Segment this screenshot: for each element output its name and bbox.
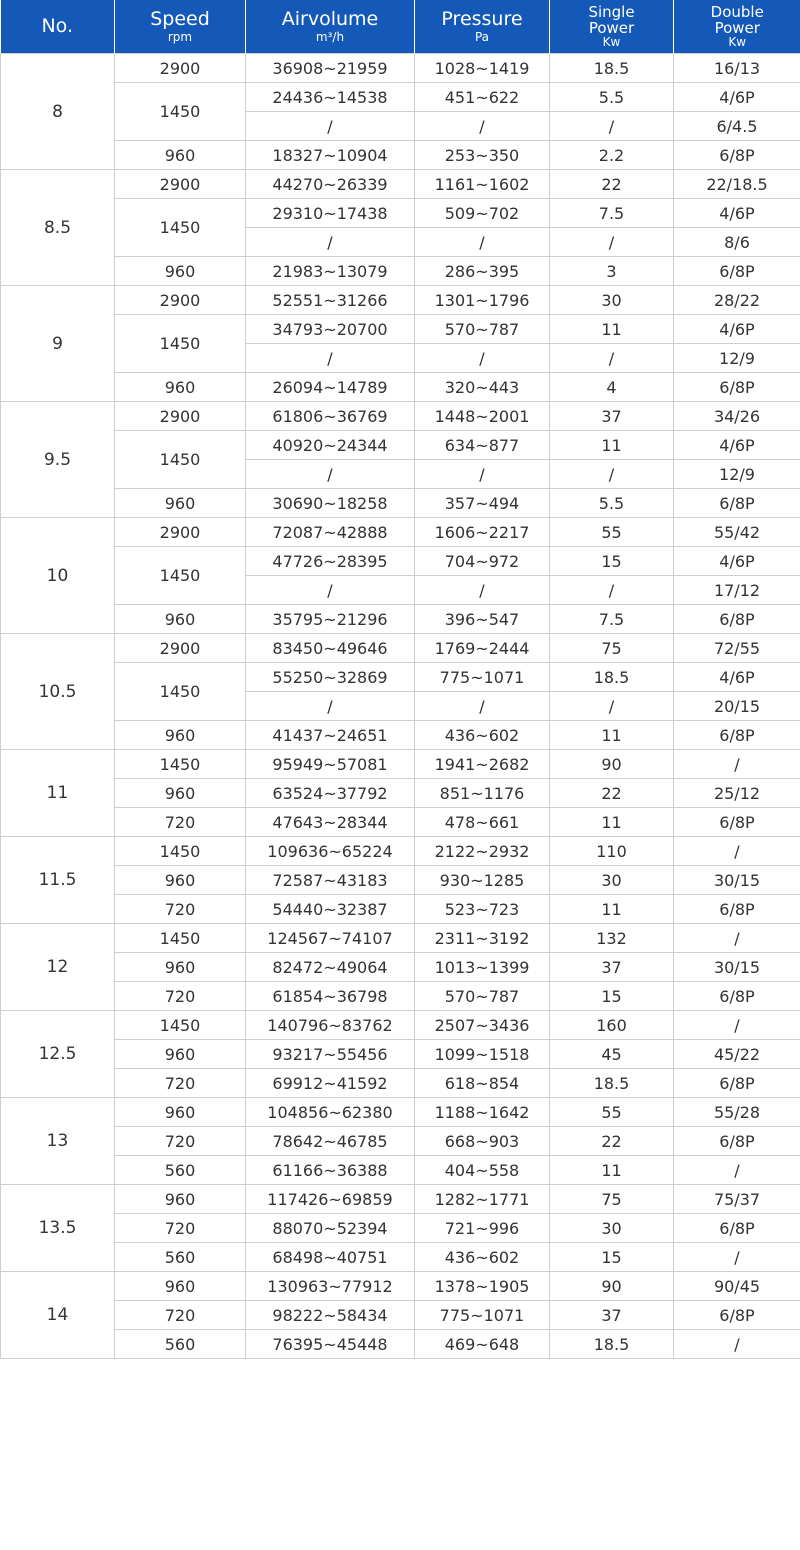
double-power-cell: 4/6P bbox=[674, 663, 800, 692]
double-power-cell: 17/12 bbox=[674, 576, 800, 605]
header-single-power: Single Power Kw bbox=[550, 0, 674, 54]
airvolume-cell: 18327~10904 bbox=[246, 141, 415, 170]
pressure-cell: / bbox=[415, 460, 550, 489]
pressure-cell: 1028~1419 bbox=[415, 54, 550, 83]
table-body bbox=[1, 54, 800, 1359]
double-power-cell: 4/6P bbox=[674, 547, 800, 576]
table-row bbox=[1, 1185, 800, 1214]
double-power-cell: 6/8P bbox=[674, 373, 800, 402]
table-row bbox=[1, 634, 800, 663]
airvolume-cell: 35795~21296 bbox=[246, 605, 415, 634]
speed-cell: 720 bbox=[115, 1127, 246, 1156]
speed-cell: 720 bbox=[115, 895, 246, 924]
pressure-cell: 570~787 bbox=[415, 982, 550, 1011]
table-row bbox=[1, 982, 800, 1011]
double-power-cell: 12/9 bbox=[674, 344, 800, 373]
speed-cell: 960 bbox=[115, 141, 246, 170]
airvolume-cell: 24436~14538 bbox=[246, 83, 415, 112]
single-power-cell: 3 bbox=[550, 257, 674, 286]
table-row bbox=[1, 373, 800, 402]
model-number: 11 bbox=[1, 750, 115, 837]
double-power-cell: / bbox=[674, 1011, 800, 1040]
table-row bbox=[1, 1156, 800, 1185]
single-power-cell: 18.5 bbox=[550, 1330, 674, 1359]
airvolume-cell: 93217~55456 bbox=[246, 1040, 415, 1069]
model-number: 8.5 bbox=[1, 170, 115, 286]
single-power-cell: 15 bbox=[550, 982, 674, 1011]
header-airvolume: Airvolume m³/h bbox=[246, 0, 415, 54]
pressure-cell: 1301~1796 bbox=[415, 286, 550, 315]
single-power-cell: 4 bbox=[550, 373, 674, 402]
single-power-cell: 5.5 bbox=[550, 83, 674, 112]
model-number: 13 bbox=[1, 1098, 115, 1185]
single-power-cell: / bbox=[550, 692, 674, 721]
pressure-cell: 1282~1771 bbox=[415, 1185, 550, 1214]
table-row bbox=[1, 1330, 800, 1359]
speed-cell: 720 bbox=[115, 1214, 246, 1243]
airvolume-cell: 26094~14789 bbox=[246, 373, 415, 402]
single-power-cell: 75 bbox=[550, 634, 674, 663]
single-power-cell: 18.5 bbox=[550, 663, 674, 692]
single-power-cell: 11 bbox=[550, 721, 674, 750]
speed-cell: 1450 bbox=[115, 924, 246, 953]
table-row bbox=[1, 808, 800, 837]
model-number: 8 bbox=[1, 54, 115, 170]
table-row bbox=[1, 1040, 800, 1069]
pressure-cell: / bbox=[415, 576, 550, 605]
speed-cell: 2900 bbox=[115, 634, 246, 663]
pressure-cell: 1769~2444 bbox=[415, 634, 550, 663]
speed-cell: 2900 bbox=[115, 54, 246, 83]
pressure-cell: 704~972 bbox=[415, 547, 550, 576]
speed-cell: 960 bbox=[115, 779, 246, 808]
double-power-cell: 4/6P bbox=[674, 315, 800, 344]
pressure-cell: 509~702 bbox=[415, 199, 550, 228]
double-power-cell: 55/28 bbox=[674, 1098, 800, 1127]
airvolume-cell: 72087~42888 bbox=[246, 518, 415, 547]
airvolume-cell: / bbox=[246, 344, 415, 373]
double-power-cell: 55/42 bbox=[674, 518, 800, 547]
airvolume-cell: 104856~62380 bbox=[246, 1098, 415, 1127]
pressure-cell: 436~602 bbox=[415, 1243, 550, 1272]
speed-cell: 960 bbox=[115, 489, 246, 518]
single-power-cell: / bbox=[550, 112, 674, 141]
pressure-cell: 1378~1905 bbox=[415, 1272, 550, 1301]
single-power-cell: 22 bbox=[550, 170, 674, 199]
table-row bbox=[1, 953, 800, 982]
speed-cell: 960 bbox=[115, 721, 246, 750]
single-power-cell: 15 bbox=[550, 1243, 674, 1272]
double-power-cell: 12/9 bbox=[674, 460, 800, 489]
single-power-cell: 2.2 bbox=[550, 141, 674, 170]
table-row bbox=[1, 402, 800, 431]
double-power-cell: / bbox=[674, 1330, 800, 1359]
single-power-cell: 37 bbox=[550, 402, 674, 431]
single-power-cell: 30 bbox=[550, 866, 674, 895]
single-power-cell: 45 bbox=[550, 1040, 674, 1069]
single-power-cell: 22 bbox=[550, 1127, 674, 1156]
airvolume-cell: 40920~24344 bbox=[246, 431, 415, 460]
speed-cell: 960 bbox=[115, 953, 246, 982]
airvolume-cell: 88070~52394 bbox=[246, 1214, 415, 1243]
airvolume-cell: 36908~21959 bbox=[246, 54, 415, 83]
speed-cell: 960 bbox=[115, 1272, 246, 1301]
double-power-cell: / bbox=[674, 750, 800, 779]
airvolume-cell: 30690~18258 bbox=[246, 489, 415, 518]
airvolume-cell: 61854~36798 bbox=[246, 982, 415, 1011]
model-number: 10.5 bbox=[1, 634, 115, 750]
pressure-cell: 1161~1602 bbox=[415, 170, 550, 199]
airvolume-cell: / bbox=[246, 460, 415, 489]
double-power-cell: 20/15 bbox=[674, 692, 800, 721]
pressure-cell: 1188~1642 bbox=[415, 1098, 550, 1127]
speed-cell: 960 bbox=[115, 1185, 246, 1214]
pressure-cell: 930~1285 bbox=[415, 866, 550, 895]
pressure-cell: / bbox=[415, 692, 550, 721]
airvolume-cell: 41437~24651 bbox=[246, 721, 415, 750]
double-power-cell: 6/8P bbox=[674, 605, 800, 634]
double-power-cell: / bbox=[674, 924, 800, 953]
airvolume-cell: 95949~57081 bbox=[246, 750, 415, 779]
double-power-cell: 6/8P bbox=[674, 1301, 800, 1330]
header-speed: Speed rpm bbox=[115, 0, 246, 54]
table-row bbox=[1, 315, 800, 344]
pressure-cell: 478~661 bbox=[415, 808, 550, 837]
single-power-cell: 18.5 bbox=[550, 54, 674, 83]
speed-cell: 960 bbox=[115, 257, 246, 286]
single-power-cell: 55 bbox=[550, 1098, 674, 1127]
single-power-cell: 30 bbox=[550, 1214, 674, 1243]
table-row bbox=[1, 1011, 800, 1040]
table-row bbox=[1, 257, 800, 286]
double-power-cell: 22/18.5 bbox=[674, 170, 800, 199]
airvolume-cell: 98222~58434 bbox=[246, 1301, 415, 1330]
pressure-cell: 775~1071 bbox=[415, 663, 550, 692]
table-row bbox=[1, 547, 800, 576]
table-row bbox=[1, 518, 800, 547]
speed-cell: 960 bbox=[115, 1098, 246, 1127]
double-power-cell: 4/6P bbox=[674, 83, 800, 112]
speed-cell: 1450 bbox=[115, 750, 246, 779]
table-row bbox=[1, 779, 800, 808]
single-power-cell: 90 bbox=[550, 1272, 674, 1301]
airvolume-cell: 117426~69859 bbox=[246, 1185, 415, 1214]
airvolume-cell: 124567~74107 bbox=[246, 924, 415, 953]
single-power-cell: 132 bbox=[550, 924, 674, 953]
airvolume-cell: 63524~37792 bbox=[246, 779, 415, 808]
single-power-cell: 37 bbox=[550, 1301, 674, 1330]
double-power-cell: 30/15 bbox=[674, 953, 800, 982]
pressure-cell: 253~350 bbox=[415, 141, 550, 170]
speed-cell: 960 bbox=[115, 373, 246, 402]
single-power-cell: 37 bbox=[550, 953, 674, 982]
single-power-cell: 11 bbox=[550, 895, 674, 924]
pressure-cell: 451~622 bbox=[415, 83, 550, 112]
table-row bbox=[1, 721, 800, 750]
speed-cell: 560 bbox=[115, 1156, 246, 1185]
airvolume-cell: 61806~36769 bbox=[246, 402, 415, 431]
pressure-cell: 634~877 bbox=[415, 431, 550, 460]
header-no: No. bbox=[1, 0, 115, 54]
airvolume-cell: 130963~77912 bbox=[246, 1272, 415, 1301]
pressure-cell: 1013~1399 bbox=[415, 953, 550, 982]
single-power-cell: 22 bbox=[550, 779, 674, 808]
speed-cell: 1450 bbox=[115, 1011, 246, 1040]
speed-cell: 720 bbox=[115, 1301, 246, 1330]
single-power-cell: 75 bbox=[550, 1185, 674, 1214]
speed-cell: 560 bbox=[115, 1243, 246, 1272]
model-number: 11.5 bbox=[1, 837, 115, 924]
single-power-cell: 15 bbox=[550, 547, 674, 576]
speed-cell: 1450 bbox=[115, 315, 246, 373]
table-row bbox=[1, 866, 800, 895]
header-row bbox=[1, 0, 800, 54]
pressure-cell: 320~443 bbox=[415, 373, 550, 402]
pressure-cell: 2507~3436 bbox=[415, 1011, 550, 1040]
double-power-cell: 4/6P bbox=[674, 199, 800, 228]
speed-cell: 960 bbox=[115, 605, 246, 634]
double-power-cell: 25/12 bbox=[674, 779, 800, 808]
single-power-cell: 55 bbox=[550, 518, 674, 547]
table-row bbox=[1, 605, 800, 634]
pressure-cell: / bbox=[415, 344, 550, 373]
speed-cell: 1450 bbox=[115, 199, 246, 257]
double-power-cell: 45/22 bbox=[674, 1040, 800, 1069]
pressure-cell: 404~558 bbox=[415, 1156, 550, 1185]
double-power-cell: 6/8P bbox=[674, 895, 800, 924]
speed-cell: 720 bbox=[115, 982, 246, 1011]
double-power-cell: 8/6 bbox=[674, 228, 800, 257]
single-power-cell: 7.5 bbox=[550, 605, 674, 634]
model-number: 10 bbox=[1, 518, 115, 634]
single-power-cell: 11 bbox=[550, 431, 674, 460]
double-power-cell: 90/45 bbox=[674, 1272, 800, 1301]
airvolume-cell: 21983~13079 bbox=[246, 257, 415, 286]
double-power-cell: / bbox=[674, 1156, 800, 1185]
table-row bbox=[1, 1069, 800, 1098]
single-power-cell: 7.5 bbox=[550, 199, 674, 228]
single-power-cell: 11 bbox=[550, 808, 674, 837]
table-row bbox=[1, 1301, 800, 1330]
table-row bbox=[1, 141, 800, 170]
double-power-cell: 6/8P bbox=[674, 1127, 800, 1156]
pressure-cell: 668~903 bbox=[415, 1127, 550, 1156]
model-number: 12.5 bbox=[1, 1011, 115, 1098]
table-row bbox=[1, 1098, 800, 1127]
table-row bbox=[1, 170, 800, 199]
speed-cell: 2900 bbox=[115, 170, 246, 199]
double-power-cell: / bbox=[674, 837, 800, 866]
pressure-cell: 1941~2682 bbox=[415, 750, 550, 779]
airvolume-cell: / bbox=[246, 112, 415, 141]
single-power-cell: / bbox=[550, 460, 674, 489]
pressure-cell: 436~602 bbox=[415, 721, 550, 750]
double-power-cell: 6/8P bbox=[674, 1069, 800, 1098]
double-power-cell: / bbox=[674, 1243, 800, 1272]
header-pressure: Pressure Pa bbox=[415, 0, 550, 54]
single-power-cell: / bbox=[550, 228, 674, 257]
model-number: 9.5 bbox=[1, 402, 115, 518]
double-power-cell: 16/13 bbox=[674, 54, 800, 83]
airvolume-cell: / bbox=[246, 692, 415, 721]
pressure-cell: 523~723 bbox=[415, 895, 550, 924]
double-power-cell: 6/8P bbox=[674, 489, 800, 518]
table-row bbox=[1, 286, 800, 315]
speed-cell: 1450 bbox=[115, 547, 246, 605]
airvolume-cell: 54440~32387 bbox=[246, 895, 415, 924]
speed-cell: 1450 bbox=[115, 663, 246, 721]
pressure-cell: 469~648 bbox=[415, 1330, 550, 1359]
airvolume-cell: / bbox=[246, 576, 415, 605]
single-power-cell: 90 bbox=[550, 750, 674, 779]
airvolume-cell: 61166~36388 bbox=[246, 1156, 415, 1185]
airvolume-cell: 140796~83762 bbox=[246, 1011, 415, 1040]
pressure-cell: 1606~2217 bbox=[415, 518, 550, 547]
airvolume-cell: 34793~20700 bbox=[246, 315, 415, 344]
pressure-cell: 396~547 bbox=[415, 605, 550, 634]
pressure-cell: 775~1071 bbox=[415, 1301, 550, 1330]
speed-cell: 960 bbox=[115, 1040, 246, 1069]
pressure-cell: 2311~3192 bbox=[415, 924, 550, 953]
pressure-cell: / bbox=[415, 112, 550, 141]
model-number: 12 bbox=[1, 924, 115, 1011]
single-power-cell: / bbox=[550, 344, 674, 373]
table-row bbox=[1, 1127, 800, 1156]
pressure-cell: 570~787 bbox=[415, 315, 550, 344]
table-row bbox=[1, 924, 800, 953]
model-number: 14 bbox=[1, 1272, 115, 1359]
airvolume-cell: / bbox=[246, 228, 415, 257]
single-power-cell: 18.5 bbox=[550, 1069, 674, 1098]
speed-cell: 720 bbox=[115, 1069, 246, 1098]
speed-cell: 560 bbox=[115, 1330, 246, 1359]
speed-cell: 960 bbox=[115, 866, 246, 895]
model-number: 13.5 bbox=[1, 1185, 115, 1272]
speed-cell: 1450 bbox=[115, 837, 246, 866]
double-power-cell: 28/22 bbox=[674, 286, 800, 315]
table-row bbox=[1, 895, 800, 924]
pressure-cell: 851~1176 bbox=[415, 779, 550, 808]
table-row bbox=[1, 489, 800, 518]
double-power-cell: 34/26 bbox=[674, 402, 800, 431]
single-power-cell: 30 bbox=[550, 286, 674, 315]
single-power-cell: 110 bbox=[550, 837, 674, 866]
pressure-cell: 1099~1518 bbox=[415, 1040, 550, 1069]
airvolume-cell: 82472~49064 bbox=[246, 953, 415, 982]
airvolume-cell: 44270~26339 bbox=[246, 170, 415, 199]
table-row bbox=[1, 199, 800, 228]
airvolume-cell: 109636~65224 bbox=[246, 837, 415, 866]
airvolume-cell: 76395~45448 bbox=[246, 1330, 415, 1359]
airvolume-cell: 52551~31266 bbox=[246, 286, 415, 315]
pressure-cell: 357~494 bbox=[415, 489, 550, 518]
table-row bbox=[1, 750, 800, 779]
table-row bbox=[1, 1243, 800, 1272]
airvolume-cell: 83450~49646 bbox=[246, 634, 415, 663]
airvolume-cell: 78642~46785 bbox=[246, 1127, 415, 1156]
airvolume-cell: 47643~28344 bbox=[246, 808, 415, 837]
double-power-cell: 6/8P bbox=[674, 257, 800, 286]
table-row bbox=[1, 83, 800, 112]
single-power-cell: / bbox=[550, 576, 674, 605]
airvolume-cell: 72587~43183 bbox=[246, 866, 415, 895]
pressure-cell: 2122~2932 bbox=[415, 837, 550, 866]
airvolume-cell: 47726~28395 bbox=[246, 547, 415, 576]
double-power-cell: 30/15 bbox=[674, 866, 800, 895]
single-power-cell: 160 bbox=[550, 1011, 674, 1040]
double-power-cell: 4/6P bbox=[674, 431, 800, 460]
double-power-cell: 6/8P bbox=[674, 1214, 800, 1243]
speed-cell: 2900 bbox=[115, 402, 246, 431]
table-row bbox=[1, 1272, 800, 1301]
airvolume-cell: 29310~17438 bbox=[246, 199, 415, 228]
double-power-cell: 72/55 bbox=[674, 634, 800, 663]
airvolume-cell: 69912~41592 bbox=[246, 1069, 415, 1098]
airvolume-cell: 68498~40751 bbox=[246, 1243, 415, 1272]
speed-cell: 1450 bbox=[115, 431, 246, 489]
double-power-cell: 6/8P bbox=[674, 808, 800, 837]
pressure-cell: 286~395 bbox=[415, 257, 550, 286]
single-power-cell: 11 bbox=[550, 315, 674, 344]
speed-cell: 2900 bbox=[115, 286, 246, 315]
table-row bbox=[1, 837, 800, 866]
airvolume-cell: 55250~32869 bbox=[246, 663, 415, 692]
model-number: 9 bbox=[1, 286, 115, 402]
pressure-cell: 1448~2001 bbox=[415, 402, 550, 431]
double-power-cell: 6/8P bbox=[674, 982, 800, 1011]
table-row bbox=[1, 54, 800, 83]
table-row bbox=[1, 663, 800, 692]
double-power-cell: 6/4.5 bbox=[674, 112, 800, 141]
double-power-cell: 75/37 bbox=[674, 1185, 800, 1214]
single-power-cell: 5.5 bbox=[550, 489, 674, 518]
speed-cell: 720 bbox=[115, 808, 246, 837]
double-power-cell: 6/8P bbox=[674, 141, 800, 170]
pressure-cell: 618~854 bbox=[415, 1069, 550, 1098]
table-row bbox=[1, 431, 800, 460]
pressure-cell: / bbox=[415, 228, 550, 257]
header-double-power: Double Power Kw bbox=[674, 0, 800, 54]
speed-cell: 1450 bbox=[115, 83, 246, 141]
double-power-cell: 6/8P bbox=[674, 721, 800, 750]
table-row bbox=[1, 1214, 800, 1243]
single-power-cell: 11 bbox=[550, 1156, 674, 1185]
speed-cell: 2900 bbox=[115, 518, 246, 547]
pressure-cell: 721~996 bbox=[415, 1214, 550, 1243]
